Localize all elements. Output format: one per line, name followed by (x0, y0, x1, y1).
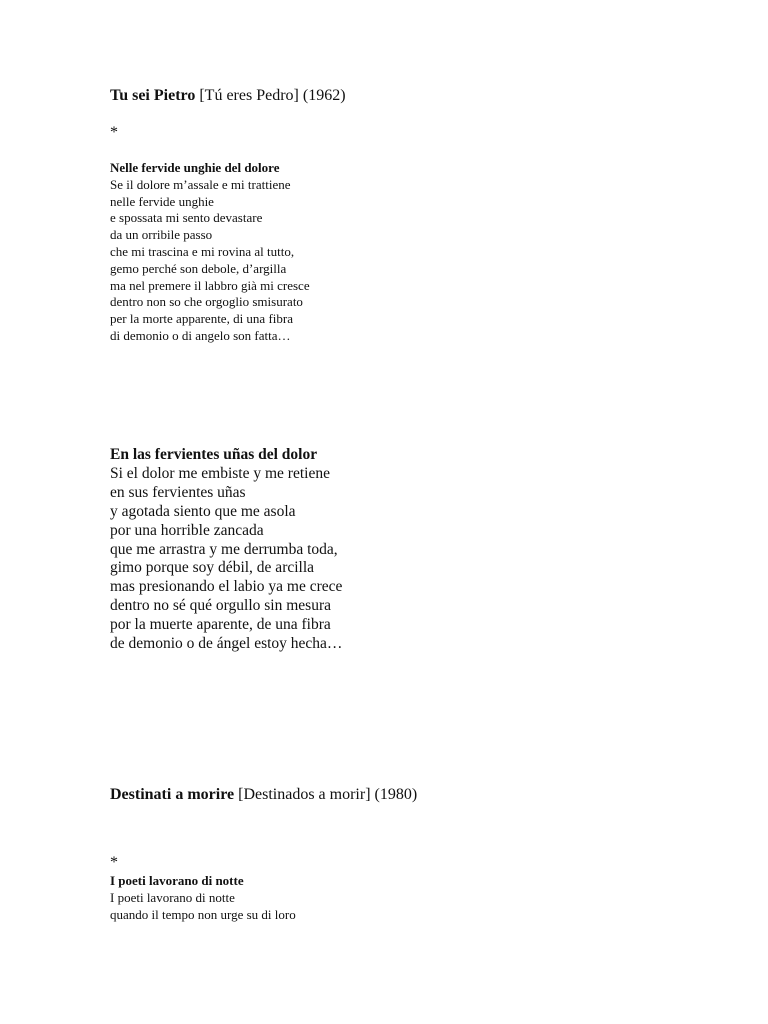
poem-line: che mi trascina e mi rovina al tutto, (110, 243, 295, 259)
poem-line: Se il dolore m’assale e mi trattiene (110, 176, 291, 192)
poem-line: da un orribile passo (110, 227, 213, 243)
poem-line: por una horrible zancada (110, 521, 264, 539)
poem-italian (110, 160, 310, 345)
poem-spanish (110, 446, 342, 654)
poem-line: por la muerte aparente, de una fibra (110, 616, 331, 634)
poem-line: dentro no sé qué orgullo sin mesura (110, 597, 331, 615)
poem-line: di demonio o di angelo son fatta… (110, 327, 291, 343)
poem-line: en sus fervientes uñas (110, 483, 246, 501)
book-heading (110, 86, 346, 106)
book-subtitle: [Destinados a morir] (1980) (234, 786, 418, 803)
poem-title: Nelle fervide unghie del dolore (110, 160, 280, 175)
poem-line: ma nel premere il labbro già mi cresce (110, 277, 310, 293)
poem-line: mas presionando el labio ya me crece (110, 578, 343, 596)
poem-line: e spossata mi sento devastare (110, 210, 263, 226)
poem-line: I poeti lavorano di notte (110, 889, 235, 905)
poem-line: per la morte apparente, di una fibra (110, 311, 293, 327)
book-title: Tu sei Pietro (110, 87, 196, 104)
section-separator: * (110, 124, 118, 141)
poem-line: nelle fervide unghie (110, 193, 214, 209)
book-title: Destinati a morire (110, 786, 235, 803)
poem-title: I poeti lavorano di notte (110, 873, 244, 888)
poem-line: de demonio o de ángel estoy hecha… (110, 635, 343, 653)
poem-line: gimo porque soy débil, de arcilla (110, 559, 315, 577)
section-separator: * (110, 854, 118, 871)
poem-line: dentro non so che orgoglio smisurato (110, 294, 303, 310)
poem-line: Si el dolor me embiste y me retiene (110, 464, 330, 482)
book-heading (110, 785, 417, 805)
poem-italian (110, 873, 296, 923)
poem-line: y agotada siento que me asola (110, 502, 296, 520)
poem-line: que me arrastra y me derrumba toda, (110, 540, 338, 558)
poem-line: gemo perché son debole, d’argilla (110, 260, 287, 276)
poem-line: quando il tempo non urge su di loro (110, 906, 296, 922)
book-subtitle: [Tú eres Pedro] (1962) (195, 87, 346, 104)
poem-title: En las fervientes uñas del dolor (110, 446, 318, 463)
